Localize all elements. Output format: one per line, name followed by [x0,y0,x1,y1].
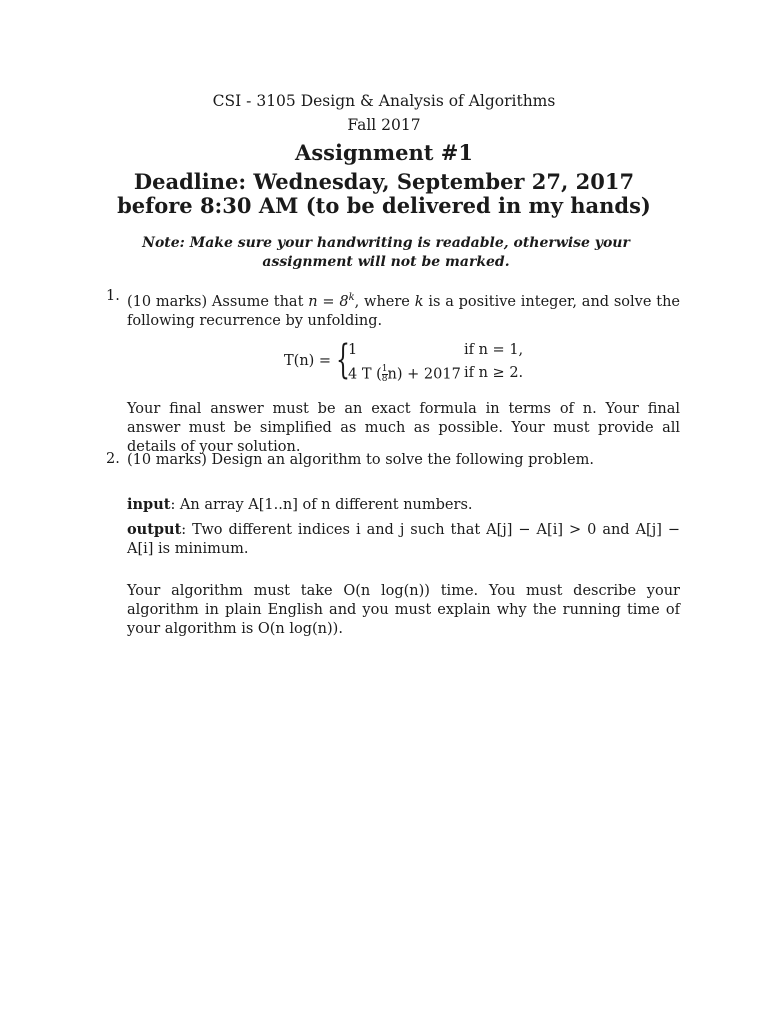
question-1-number: 1. [106,288,120,304]
equation-case-2-condition: if n ≥ 2. [464,365,524,381]
equation-case-1-condition: if n = 1, [464,342,524,358]
question-2-number: 2. [106,451,120,467]
output-label: output [127,521,182,538]
course-title: CSI - 3105 Design & Analysis of Algorithms [212,92,556,110]
question-1-marks: (10 marks) Assume that [127,293,304,310]
term: Fall 2017 [347,116,421,134]
question-1-intro: (10 marks) Assume that $n = 8^k$, where k is a positive integer, and solve the following recurrence by unfolding. [127,292,681,329]
question-1-where: , where [354,293,410,310]
question-2-intro: (10 marks) Design an algorithm to solve the following problem. [127,452,594,468]
assignment-title: Assignment #1 [295,140,473,165]
equation-lhs: T(n) = [284,353,332,369]
output-text: : Two different indices i and j such that A[j] − A[i] > 0 and A[j] − A[i] is minimum. [127,522,680,557]
question-1-intro-rest: is a positive integer, and solve the following recurrence by unfolding. [127,293,681,329]
fraction-one-eighth: $\frac{1}{8}$ [381,364,388,384]
question-1-condition: $n = 8^k$ [308,292,355,310]
input-label: input [127,496,171,513]
input-text: : An array A[1..n] of n different numbers. [170,497,473,513]
question-2-output [127,520,680,559]
note: Note: Make sure your handwriting is readable, otherwise your assignment will not be marked. [142,235,630,270]
question-2-input [127,495,680,515]
equation-case-2-value: 4 T ( $\frac{1}{8}$ n) + 2017 [348,364,461,384]
left-brace: { [336,337,350,383]
deadline-line-1: Deadline: Wednesday, September 27, 2017 [133,169,635,194]
deadline-line-2: before 8:30 AM (to be delivered in my hands) [117,193,651,218]
question-1-requirements: Your final answer must be an exact formula in terms of n. Your final answer must be simplified as much as possible. Your must provide all details of your solution. [127,401,680,455]
equation-case-1-value: 1 [348,342,358,358]
question-2-requirements: Your algorithm must take O(n log(n)) time. You must describe your algorithm in plain English and you must explain why the running time of your algorithm is O(n log(n)). [127,583,680,637]
